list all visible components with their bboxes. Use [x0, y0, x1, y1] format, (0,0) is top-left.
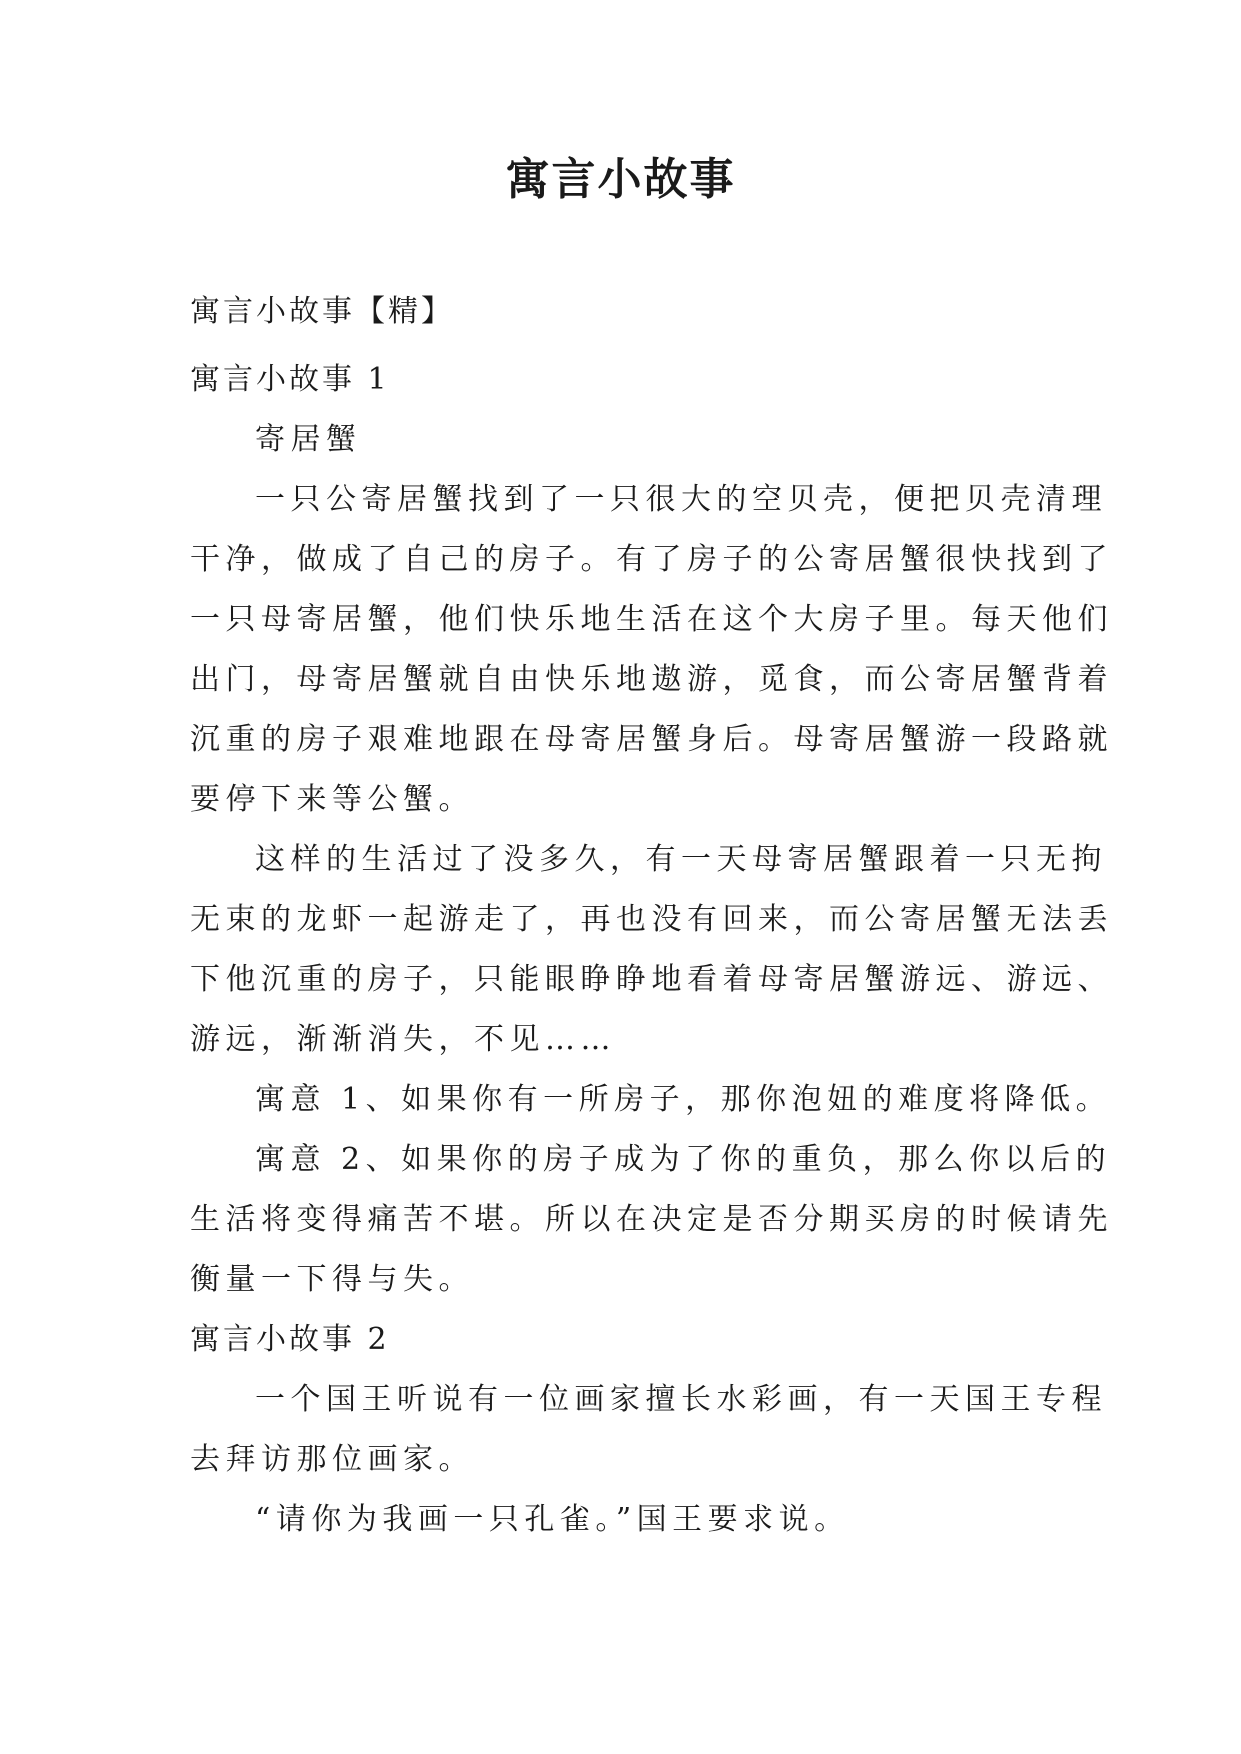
- moral-paragraph: [190, 1140, 1113, 1300]
- story-paragraph: [190, 480, 1113, 820]
- story-section-2: [190, 1320, 1107, 1540]
- paragraph-line: 生活将变得痛苦不堪。所以在决定是否分期买房的时候请先: [190, 1202, 1113, 1237]
- document-body: [190, 362, 1113, 1560]
- paragraph-line: 衡量一下得与失。: [190, 1262, 474, 1297]
- paragraph-line: 干净，做成了自己的房子。有了房子的公寄居蟹很快找到了: [190, 542, 1113, 577]
- story-paragraph: [190, 1380, 1107, 1480]
- story-title-paragraph: [190, 420, 1065, 460]
- paragraph-line: 一个国王听说有一位画家擅长水彩画，有一天国王专程: [255, 1382, 1107, 1417]
- story-paragraph: [190, 1500, 1065, 1540]
- story-paragraph: [190, 840, 1113, 1060]
- section-heading: 寓言小故事 2: [190, 1322, 390, 1357]
- paragraph-line: 寓意 2、如果你的房子成为了你的重负，那么你以后的: [255, 1142, 1112, 1177]
- paragraph-line: 游远，渐渐消失，不见……: [190, 1022, 616, 1057]
- paragraph-line: 寓意 1、如果你有一所房子，那你泡妞的难度将降低。: [255, 1082, 1112, 1117]
- paragraph-line: 要停下来等公蟹。: [190, 782, 474, 817]
- paragraph-line: 出门，母寄居蟹就自由快乐地遨游，觅食，而公寄居蟹背着: [190, 662, 1113, 697]
- paragraph-line: 这样的生活过了没多久，有一天母寄居蟹跟着一只无拘: [255, 842, 1107, 877]
- paragraph-line: 一只公寄居蟹找到了一只很大的空贝壳，便把贝壳清理: [255, 482, 1107, 517]
- story-section-1: [190, 360, 1113, 1300]
- document-subtitle: 寓言小故事【精】: [190, 294, 454, 329]
- paragraph-line: 一只母寄居蟹，他们快乐地生活在这个大房子里。每天他们: [190, 602, 1113, 637]
- section-heading: 寓言小故事 1: [190, 362, 390, 397]
- paragraph-line: 去拜访那位画家。: [190, 1442, 474, 1477]
- moral-paragraph: [190, 1080, 1112, 1120]
- document-title: 寓言小故事: [505, 154, 736, 205]
- paragraph-line: “请你为我画一只孔雀。”国王要求说。: [255, 1502, 850, 1537]
- paragraph-line: 无束的龙虾一起游走了，再也没有回来，而公寄居蟹无法丢: [190, 902, 1113, 937]
- paragraph-line: 寄居蟹: [255, 422, 362, 457]
- paragraph-line: 沉重的房子艰难地跟在母寄居蟹身后。母寄居蟹游一段路就: [190, 722, 1113, 757]
- paragraph-line: 下他沉重的房子，只能眼睁睁地看着母寄居蟹游远、游远、: [190, 962, 1113, 997]
